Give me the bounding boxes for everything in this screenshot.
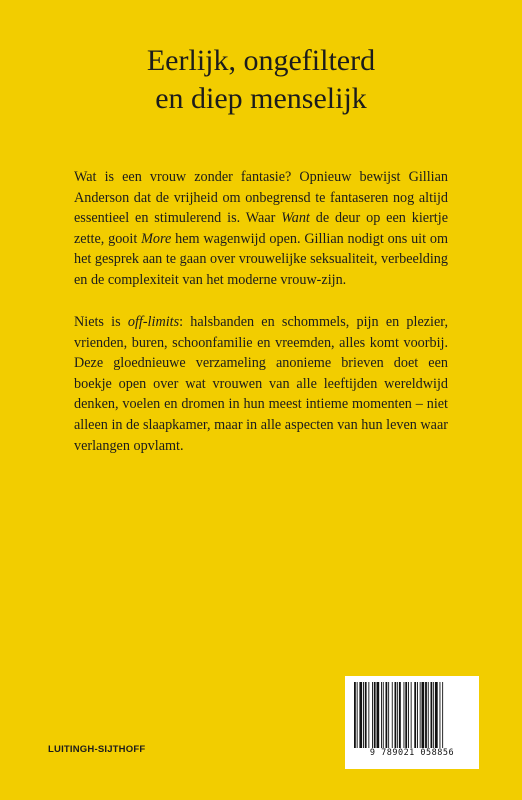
barcode-bar <box>417 682 418 748</box>
barcode-bar <box>377 682 380 748</box>
barcode <box>345 676 479 769</box>
barcode-bar <box>383 682 384 748</box>
barcode-bar <box>433 682 434 748</box>
barcode-bar <box>392 682 393 748</box>
title-line-2: en diep menselijk <box>155 82 367 115</box>
barcode-bar <box>357 682 358 748</box>
barcode-bar <box>404 682 405 748</box>
barcode-bar <box>368 682 369 748</box>
barcode-bar <box>405 682 407 748</box>
barcode-bar <box>372 682 373 748</box>
book-title-more: More <box>141 230 172 247</box>
emphasis-off-limits: off-limits <box>127 314 180 330</box>
barcode-bar <box>435 682 438 748</box>
publisher-logo: LUITINGH-SIJTHOFF <box>48 744 146 755</box>
barcode-bar <box>411 682 412 748</box>
barcode-bars <box>354 682 470 748</box>
blurb-text: : halsbanden en schommels, pijn en plezier, vrienden, buren, schoonfamilie en vreemden, alles komt voorbij. Deze gloednieuwe verzameling anonieme brieven doet een boekje open over wat vrouwen van alle leeftijden wereldwijd denken, voelen en dromen in hun meest intieme momenten – niet alleen in de slaapkamer, maar in alle aspecten van hun leven waar verlangen opvlamt. <box>74 314 448 454</box>
barcode-bar <box>422 682 425 748</box>
barcode-bar <box>420 682 421 748</box>
barcode-bar <box>395 682 397 748</box>
barcode-bar <box>354 682 356 748</box>
barcode-bar <box>425 682 427 748</box>
barcode-bar <box>359 682 362 748</box>
title-line-1: Eerlijk, ongefilterd <box>146 44 376 77</box>
barcode-bar <box>363 682 364 748</box>
blurb-paragraph-2 <box>74 312 448 456</box>
barcode-bar <box>428 682 429 748</box>
barcode-bar <box>408 682 409 748</box>
barcode-bar <box>386 682 388 748</box>
barcode-bar <box>431 682 433 748</box>
isbn-number: 9 789021 058856 <box>369 748 455 758</box>
barcode-bar <box>365 682 367 748</box>
barcode-bar <box>440 682 441 748</box>
blurb-text: de deur op een kiertje zette, gooit <box>74 210 448 247</box>
blurb-text: Wat is een vrouw zonder fantasie? Opnieuw bewijst Gillian Anderson dat de vrijheid om onbegrensd te fantaseren nog altijd essentieel en stimulerend is. Waar <box>74 169 448 227</box>
blurb-text: hem wagenwijd open. Gillian nodigt ons uit om het gesprek aan te gaan over vrouwelijke seksualiteit, verbeelding en de complexiteit van het moderne vrouw-zijn. <box>74 230 448 288</box>
barcode-bar <box>414 682 416 748</box>
barcode-bar <box>374 682 376 748</box>
barcode-bar <box>397 682 398 748</box>
title <box>0 42 522 118</box>
blurb-text: Niets is <box>74 314 128 330</box>
barcode-bar <box>388 682 389 748</box>
book-title-want: Want <box>281 210 310 227</box>
blurb-paragraph-1 <box>74 167 448 291</box>
barcode-bar <box>381 682 382 748</box>
barcode-bar <box>442 682 443 748</box>
barcode-bar <box>399 682 401 748</box>
